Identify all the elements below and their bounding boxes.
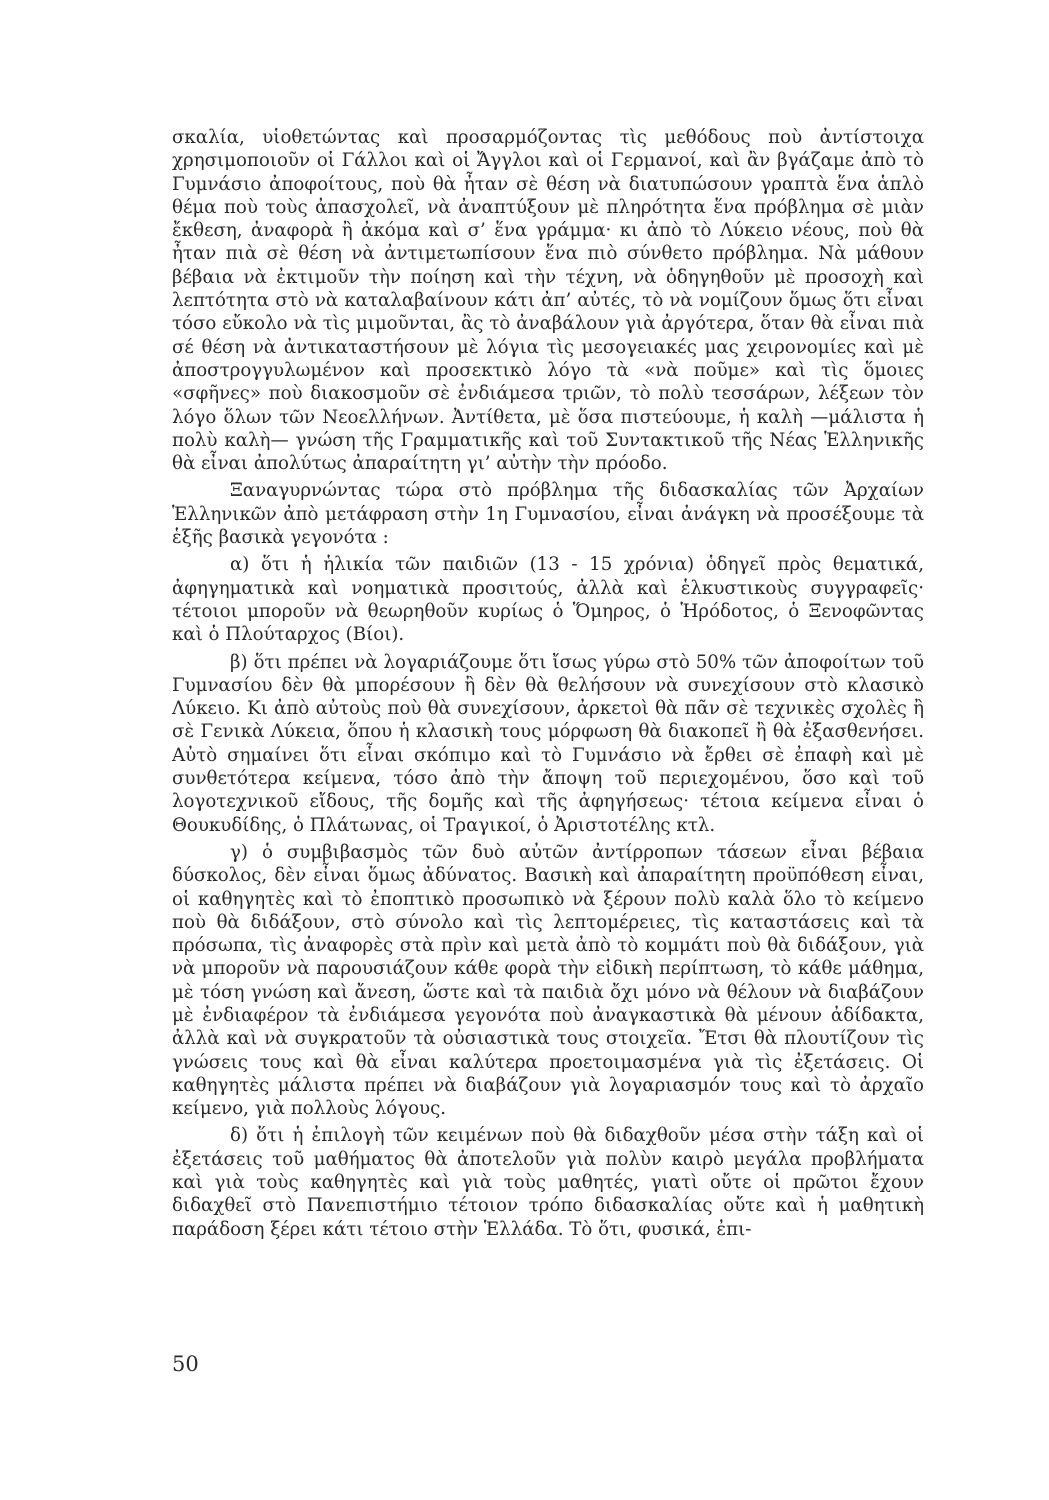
paragraph-point-a: α) ὅτι ἡ ἡλικία τῶν παιδιῶν (13 - 15 χρόνια) ὁδηγεῖ πρὸς θεματικά, ἀφηγηματικὰ καὶ νοηματικὰ προσιτούς, ἀλλὰ καὶ ἑλκυστικοὺς συγγραφεῖς· τέτοιοι μποροῦν νὰ θεωρηθοῦν κυρίως ὁ Ὅμηρος, ὁ Ἡρόδοτος, ὁ Ξενοφῶντας καὶ ὁ Πλούταρχος (Βίοι). [172, 554, 924, 646]
page-body [172, 126, 924, 1241]
paragraph-point-d: δ) ὅτι ἡ ἐπιλογὴ τῶν κειμένων ποὺ θὰ διδαχθοῦν μέσα στὴν τάξη καὶ οἱ ἐξετάσεις τοῦ μαθήματος θὰ ἀποτελοῦν γιὰ πολὺν καιρὸ μεγάλα προβλήματα καὶ γιὰ τοὺς καθηγητὲς καὶ γιὰ τοὺς μαθητές, γιατὶ οὔτε οἱ πρῶτοι ἔχουν διδαχθεῖ στὸ Πανεπιστήμιο τέτοιον τρόπο διδασκαλίας οὔτε καὶ ἡ μαθητικὴ παράδοση ξέρει κάτι τέτοιο στὴν Ἑλλάδα. Τὸ ὅτι, φυσικά, ἐπι- [172, 1125, 924, 1240]
paragraph-point-c: γ) ὁ συμβιβασμὸς τῶν δυὸ αὐτῶν ἀντίρροπων τάσεων εἶναι βέβαια δύσκολος, δὲν εἶναι ὅμως ἀδύνατος. Βασικὴ καὶ ἀπαραίτητη προϋπόθεση εἶναι, οἱ καθηγητὲς καὶ τὸ ἐποπτικὸ προσωπικὸ νὰ ξέρουν πολὺ καλὰ ὅλο τὸ κείμενο ποὺ θὰ διδάξουν, στὸ σύνολο καὶ τὶς λεπτομέρειες, τὶς καταστάσεις καὶ τὰ πρόσωπα, τὶς ἀναφορὲς στὰ πρὶν καὶ μετὰ ἀπὸ τὸ κομμάτι ποὺ θὰ διδάξουν, γιὰ νὰ μποροῦν νὰ παρουσιάζουν κάθε φορὰ τὴν εἰδικὴ περίπτωση, τὸ κάθε μάθημα, μὲ τόση γνώση καὶ ἄνεση, ὥστε καὶ τὰ παιδιὰ ὄχι μόνο νὰ θέλουν νὰ διαβάζουν μὲ ἐνδιαφέρον τὰ ἐνδιάμεσα γεγονότα ποὺ ἀναγκαστικὰ θὰ μένουν ἀδίδακτα, ἀλλὰ καὶ νὰ συγκρατοῦν τὰ οὐσιαστικὰ τους στοιχεῖα. Ἔτσι θὰ πλουτίζουν τὶς γνώσεις τους καὶ θὰ εἶναι καλύτερα προετοιμασμένα γιὰ τὶς ἐξετάσεις. Οἱ καθηγητὲς μάλιστα πρέπει νὰ διαβάζουν γιὰ λογαριασμόν τους καὶ τὸ ἀρχαῖο κείμενο, γιὰ πολλοὺς λόγους. [172, 841, 924, 1120]
paragraph-continuation: σκαλία, υἱοθετώντας καὶ προσαρμόζοντας τὶς μεθόδους ποὺ ἀντίστοιχα χρησιμοποιοῦν οἱ Γάλλοι καὶ οἱ Ἄγγλοι καὶ οἱ Γερμανοί, καὶ ἂν βγάζαμε ἀπὸ τὸ Γυμνάσιο ἀποφοίτους, ποὺ θὰ ἦταν σὲ θέση νὰ διατυπώσουν γραπτὰ ἕνα ἁπλὸ θέμα ποὺ τοὺς ἀπασχολεῖ, νὰ ἀναπτύξουν μὲ πληρότητα ἕνα πρόβλημα σὲ μιὰν ἔκθεση, ἀναφορὰ ἢ ἀκόμα καὶ σ’ ἕνα γράμμα· κι ἀπὸ τὸ Λύκειο νέους, ποὺ θὰ ἦταν πιὰ σὲ θέση νὰ ἀντιμετωπίσουν ἕνα πιὸ σύνθετο πρόβλημα. Νὰ μάθουν βέβαια νὰ ἐκτιμοῦν τὴν ποίηση καὶ τὴν τέχνη, νὰ ὁδηγηθοῦν μὲ προσοχὴ καὶ λεπτότητα στὸ νὰ καταλαβαίνουν κάτι ἀπ’ αὐτές, τὸ νὰ νομίζουν ὅμως ὅτι εἶναι τόσο εὔκολο νὰ τὶς μιμοῦνται, ἂς τὸ ἀναβάλουν γιὰ ἀργότερα, ὅταν θὰ εἶναι πιὰ σέ θέση νὰ ἀντικαταστήσουν μὲ λόγια τὶς μεσογειακές μας χειρονομίες καὶ μὲ ἀποστρογγυλωμένον καὶ προσεκτικὸ λόγο τὰ «νὰ ποῦμε» καὶ τὶς ὅμοιες «σφῆνες» ποὺ διακοσμοῦν σὲ ἐνδιάμεσα τριῶν, τὸ πολὺ τεσσάρων, λέξεων τὸν λόγο ὅλων τῶν Νεοελλήνων. Ἀντίθετα, μὲ ὅσα πιστεύουμε, ἡ καλὴ —μάλιστα ἡ πολὺ καλὴ— γνώση τῆς Γραμματικῆς καὶ τοῦ Συντακτικοῦ τῆς Νέας Ἑλληνικῆς θὰ εἶναι ἀπολύτως ἀπαραίτητη γι’ αὐτὴν τὴν πρόοδο. [172, 127, 924, 475]
paragraph-intro: Ξαναγυρνώντας τώρα στὸ πρόβλημα τῆς διδασκαλίας τῶν Ἀρχαίων Ἑλληνικῶν ἀπὸ μετάφραση στὴν 1η Γυμνασίου, εἶναι ἀνάγκη νὰ προσέξουμε τὰ ἑξῆς βασικὰ γεγονότα : [172, 480, 924, 549]
paragraph-point-b: β) ὅτι πρέπει νὰ λογαριάζουμε ὅτι ἴσως γύρω στὸ 50% τῶν ἀποφοίτων τοῦ Γυμνασίου δὲν θὰ μπορέσουν ἢ δὲν θὰ θελήσουν νὰ συνεχίσουν στὸ κλασικὸ Λύκειο. Κι ἀπὸ αὐτοὺς ποὺ θὰ συνεχίσουν, ἀρκετοὶ θὰ πᾶν σὲ τεχνικὲς σχολὲς ἢ σὲ Γενικὰ Λύκεια, ὅπου ἡ κλασικὴ τους μόρφωση θὰ διακοπεῖ ἢ θὰ ἐξασθενήσει. Αὐτὸ σημαίνει ὅτι εἶναι σκόπιμο καὶ τὸ Γυμνάσιο νὰ ἔρθει σὲ ἐπαφὴ καὶ μὲ συνθετότερα κείμενα, τόσο ἀπὸ τὴν ἄποψη τοῦ περιεχομένου, ὅσο καὶ τοῦ λογοτεχνικοῦ εἴδους, τῆς δομῆς καὶ τῆς ἀφηγήσεως· τέτοια κείμενα εἶναι ὁ Θουκυδίδης, ὁ Πλάτωνας, οἱ Τραγικοί, ὁ Ἀριστοτέλης κτλ. [172, 651, 924, 836]
page-number: 50 [172, 1352, 199, 1376]
